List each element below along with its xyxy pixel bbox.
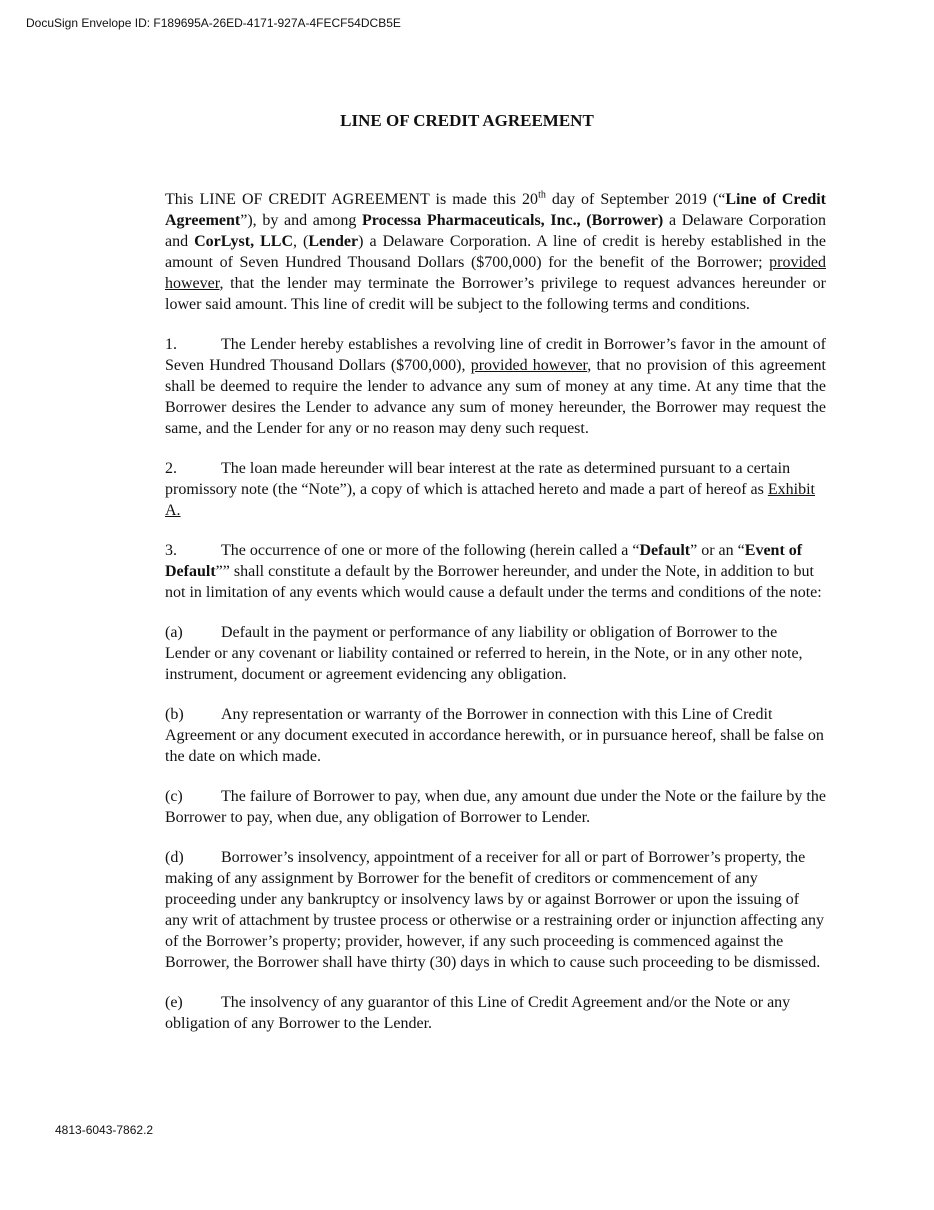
clause-c <box>110 786 826 828</box>
defined-term: Default <box>639 542 691 559</box>
clause-text: Borrower’s insolvency, appointment of a receiver for all or part of Borrower’s property, the making of any assignment by Borrower for the benefit of creditors or commencement of any proceeding under any bankruptcy or insolvency laws by or against Borrower or upon the issuing of any writ of attachment by trustee process or otherwise or a restraining order or injunction affecting any of the Borrower’s property; provider, however, if any such proceeding is commenced against the Borrower, the Borrower shall have thirty (30) days in which to cause such proceeding to be dismissed. <box>165 849 825 971</box>
text: ”), by and among <box>240 212 363 229</box>
clause-b <box>110 704 826 767</box>
clause-text: The failure of Borrower to pay, when due, any amount due under the Note or the failure by the Borrower to pay, when due, any obligation of Borrower to Lender. <box>165 788 826 826</box>
exhibit-reference: Exhibit A. <box>165 481 815 519</box>
text: a Delaware Corporation and <box>165 212 827 250</box>
clause-text: Any representation or warranty of the Borrower in connection with this Line of Credit Agreement or any document executed in accordance herewith, or in pursuance hereof, shall be false on the date on which made. <box>165 706 824 765</box>
section-number: 3. <box>165 542 177 559</box>
lender-label: Lender <box>308 233 359 250</box>
underlined-text: provided however <box>165 254 826 292</box>
clause-letter: (a) <box>165 624 183 641</box>
clause-text: Default in the payment or performance of any liability or obligation of Borrower to the Lender or any covenant or liability contained or referred to herein, in the Note, or in any other note, instrument, document or agreement evidencing any obligation. <box>165 624 803 683</box>
lender-name: CorLyst, LLC <box>194 233 294 250</box>
borrower-name: Processa Pharmaceuticals, Inc., (Borrower) <box>362 212 664 229</box>
clause-letter: (d) <box>165 849 184 866</box>
defined-term: Event of Default <box>165 542 803 580</box>
section-number: 1. <box>165 336 177 353</box>
section-2 <box>110 458 826 521</box>
clause-letter: (b) <box>165 706 184 723</box>
text: , ( <box>293 233 309 250</box>
clause-e <box>110 992 826 1034</box>
text: The loan made hereunder will bear interest at the rate as determined pursuant to a certain promissory note (the “Note”), a copy of which is attached hereto and made a part of hereof as <box>165 460 791 498</box>
superscript: th <box>538 189 546 201</box>
text: The occurrence of one or more of the following (herein called a “ <box>221 542 640 559</box>
text: ) a Delaware Corporation. A line of credit is hereby established in the amount of Seven Hundred Thousand Dollars ($700,000) for the benefit of the Borrower; <box>165 233 827 271</box>
clause-letter: (e) <box>165 994 183 1011</box>
section-number: 2. <box>165 460 177 477</box>
text: , that no provision of this agreement shall be deemed to require the lender to advance any sum of money at any time. At any time that the Borrower desires the Lender to advance any sum of money hereunder, the Borrower may request the same, and the Lender for any or no reason may deny such request. <box>165 357 826 437</box>
text: The Lender hereby establishes a revolving line of credit in Borrower’s favor in the amount of Seven Hundred Thousand Dollars ($700,000), <box>165 336 826 374</box>
clause-text: The insolvency of any guarantor of this Line of Credit Agreement and/or the Note or any obligation of any Borrower to the Lender. <box>165 994 791 1032</box>
section-1 <box>110 334 826 439</box>
underlined-text: provided however <box>470 357 588 374</box>
text: ”” shall constitute a default by the Borrower hereunder, and under the Note, in addition to but not in limitation of any events which would cause a default under the terms and conditions of the note: <box>165 563 822 601</box>
clause-a <box>110 622 826 685</box>
text: , that the lender may terminate the Borrower’s privilege to request advances hereunder or lower said amount. This line of credit will be subject to the following terms and conditions. <box>165 275 826 313</box>
document-body <box>110 189 826 1053</box>
text: This LINE OF CREDIT AGREEMENT is made this 20 <box>165 191 539 208</box>
text: day of September 2019 (“ <box>545 191 726 208</box>
intro-paragraph <box>110 189 826 315</box>
docusign-envelope-id: DocuSign Envelope ID: F189695A-26ED-4171-927A-4FECF54DCB5E <box>26 16 401 30</box>
section-3 <box>110 540 826 603</box>
text: ” or an “ <box>690 542 745 559</box>
defined-term: Line of Credit Agreement <box>165 191 826 229</box>
footer-document-id: 4813-6043-7862.2 <box>55 1123 154 1137</box>
clause-d <box>110 847 826 973</box>
document-title: LINE OF CREDIT AGREEMENT <box>340 111 594 130</box>
clause-letter: (c) <box>165 788 183 805</box>
